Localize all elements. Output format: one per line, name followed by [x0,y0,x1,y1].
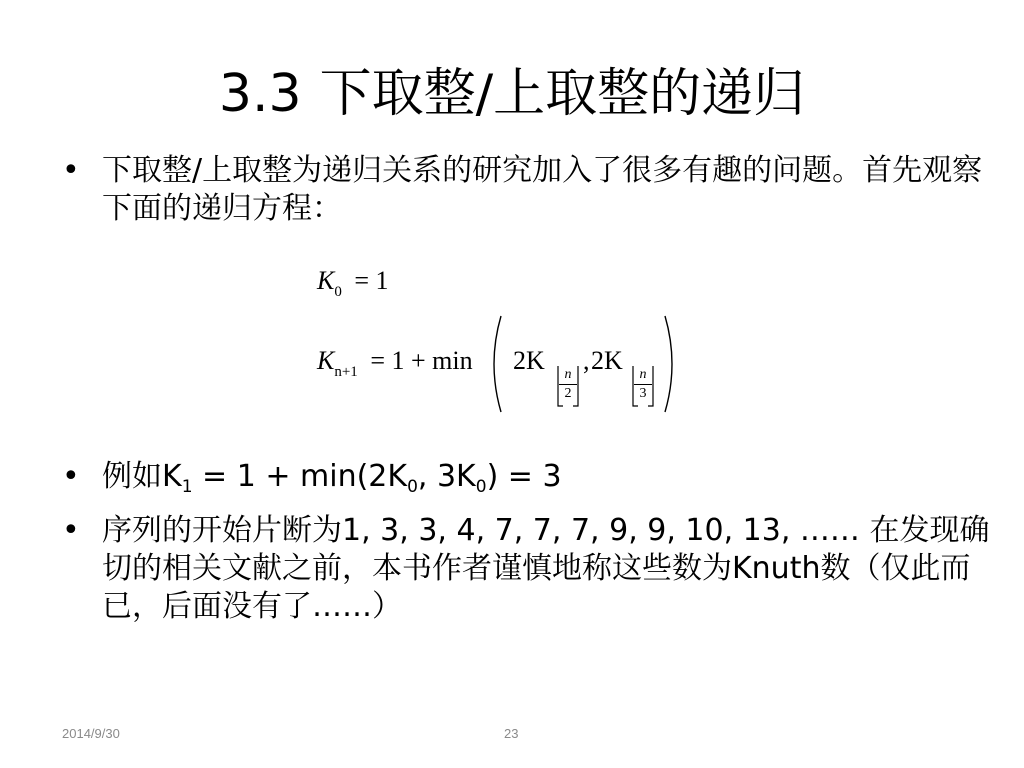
frac-n-over-2 [555,366,581,403]
right-paren [661,314,681,414]
bullet-dot: • [62,459,80,494]
equation-row-recursive [317,346,479,380]
bullet-example [62,458,1002,496]
example-mid2: , 3K [417,459,476,494]
recurrence-equation [313,262,693,422]
eq-k0-symbol: K [317,266,335,295]
eq-term1: 2K [513,346,545,375]
page-number: 23 [504,726,519,741]
title-text: 下取整/上取整的递归 [319,64,806,124]
eq-kn1-symbol: K [317,346,335,375]
eq-k0-value: = 1 [354,266,389,295]
bullet-dot: • [62,153,80,188]
equation-row-base [317,266,395,300]
bullet-sequence [62,512,1002,626]
bullet-intro-text: 下取整/上取整为递归关系的研究加入了很多有趣的问题。首先观察下面的递归方程： [102,153,983,226]
eq-term2: 2K [591,346,623,375]
frac2-num: n [634,366,652,385]
example-sub3: 0 [475,477,487,497]
example-prefix: 例如K [102,459,182,494]
left-paren [485,314,505,414]
bullet-dot: • [62,513,80,548]
frac-n-over-3 [630,366,656,403]
eq-k0-subscript: 0 [334,284,342,300]
example-suffix: ) = 3 [486,459,562,494]
footer-date: 2014/9/30 [62,726,120,741]
frac1-num: n [559,366,577,385]
bullet-sequence-text: 序列的开始片断为1, 3, 3, 4, 7, 7, 7, 9, 9, 10, 13, …… 在发现确切的相关文献之前，本书作者谨慎地称这些数为Knuth数（仅此而已，后面没有了……） [102,513,990,624]
frac1-den: 2 [564,386,572,401]
example-sub2: 0 [407,477,418,497]
frac2-den: 3 [639,386,647,401]
example-sub1: 1 [181,477,193,497]
title-number: 3.3 [218,64,302,124]
bullet-intro [62,152,1002,228]
eq-rhs: = 1 + min [370,346,473,375]
eq-kn1-subscript: n+1 [334,364,358,380]
example-mid: = 1 + min(2K [192,459,408,494]
slide-title [0,58,1024,130]
eq-comma: , [583,346,590,375]
